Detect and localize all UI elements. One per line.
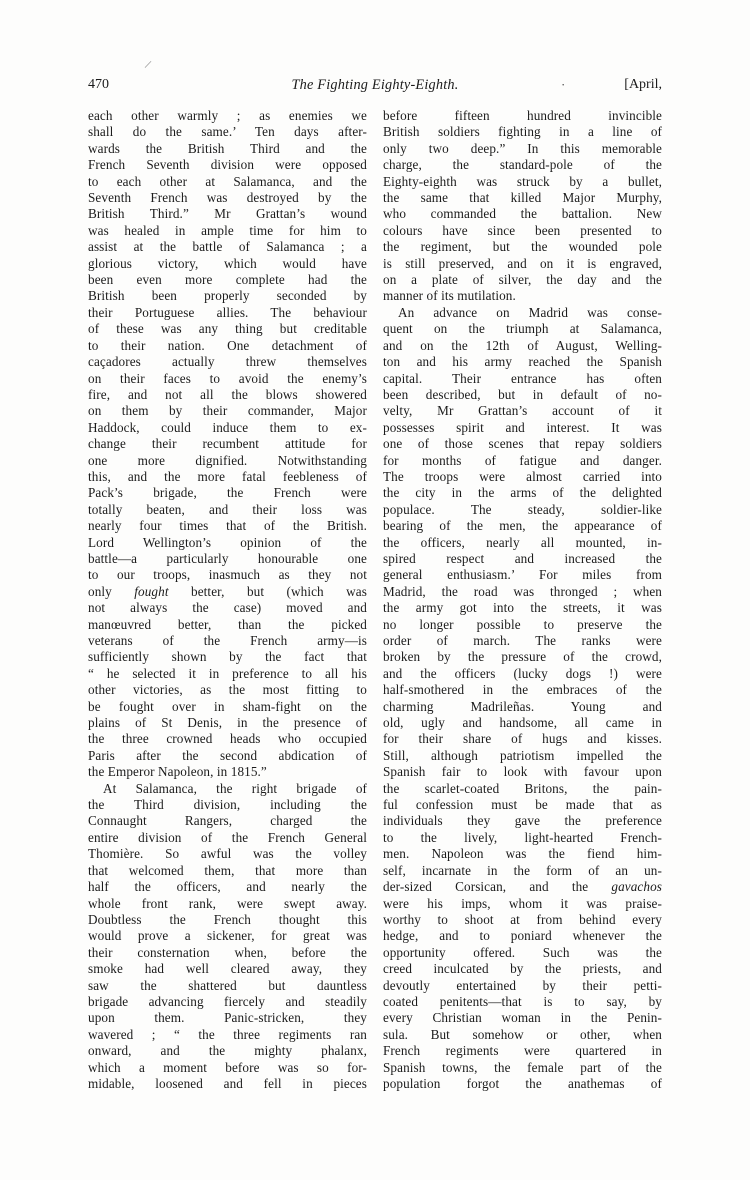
text-line: charge, the standard-pole of the — [383, 157, 662, 173]
text-line: Eighty-eighth was struck by a bullet, — [383, 173, 662, 189]
text-line: on them by their commander, Major — [88, 403, 367, 419]
text-line: to our troops, inasmuch as they not — [88, 567, 367, 583]
text-line: this, and the more fatal feebleness of — [88, 468, 367, 484]
text-line: the scarlet-coated Britons, the pain- — [383, 780, 662, 796]
text-line: manner of its mutilation. — [383, 288, 516, 304]
text-line: hedge, and to poniard whenever the — [383, 928, 662, 944]
text-line: would prove a sickener, for great was — [88, 928, 367, 944]
text-line: to each other at Salamanca, and the — [88, 173, 367, 189]
text-line: assist at the battle of Salamanca ; a — [88, 239, 367, 255]
text-line: midable, loosened and fell in pieces — [88, 1075, 367, 1091]
text-line: nearly four times that of the British. — [88, 518, 367, 534]
text-line: and on the 12th of August, Welling- — [383, 337, 662, 353]
text-line: who commanded the battalion. New — [383, 206, 662, 222]
text-line: quent on the triumph at Salamanca, — [383, 321, 662, 337]
text-line: British been properly seconded by — [88, 288, 367, 304]
text-line: velty, Mr Grattan’s account of it — [383, 403, 662, 419]
text-line: self, incarnate in the form of an un- — [383, 862, 662, 878]
text-line: capital. Their entrance has often — [383, 370, 662, 386]
text-line: Pack’s brigade, the French were — [88, 485, 367, 501]
text-line: were his imps, whom it was praise- — [383, 895, 662, 911]
text-line: Doubtless the French thought this — [88, 911, 367, 927]
text-line: the regiment, but the wounded pole — [383, 239, 662, 255]
text-line: of these was any thing but creditable — [88, 321, 367, 337]
text-line: is still preserved, and on it is engraved, — [383, 255, 662, 271]
page-number: 470 — [88, 77, 109, 92]
text-line: to the lively, light-hearted French- — [383, 829, 662, 845]
text-line: one more dignified. Notwithstanding — [88, 452, 367, 468]
text-line: creed inculcated by the priests, and — [383, 961, 662, 977]
text-line: only two deep.” In this memorable — [383, 140, 662, 156]
text-line: been even more complete had the — [88, 272, 367, 288]
text-line: for their share of hugs and kisses. — [383, 731, 662, 747]
text-line: possesses spirit and interest. It was — [383, 419, 662, 435]
text-line: devoutly entertained by their petti- — [383, 977, 662, 993]
text-line: smoke had well cleared away, they — [88, 961, 367, 977]
text-line: was healed in ample time for him to — [88, 222, 367, 238]
text-line: men. Napoleon was the fiend him- — [383, 846, 662, 862]
issue-date: [April, — [624, 77, 662, 92]
text-line: Thomière. So awful was the volley — [88, 846, 367, 862]
text-line: been described, but in default of no- — [383, 386, 662, 402]
text-line: Spanish towns, the female part of the — [383, 1059, 662, 1075]
text-line: Paris after the second abdication of — [88, 747, 367, 763]
text-line: onward, and the mighty phalanx, — [88, 1043, 367, 1059]
text-line: Still, although patriotism impelled the — [383, 747, 662, 763]
text-line: individuals they gave the preference — [383, 813, 662, 829]
text-line: der-sized Corsican, and the gavachos — [383, 879, 662, 895]
text-line: ful confession must be made that as — [383, 797, 662, 813]
text-line: the Emperor Napoleon, in 1815.” — [88, 764, 267, 780]
text-line: sula. But somehow or other, when — [383, 1026, 662, 1042]
text-line: half-smothered in the embraces of the — [383, 682, 662, 698]
text-line: Seventh French was destroyed by the — [88, 190, 367, 206]
text-line: An advance on Madrid was conse- — [398, 304, 662, 320]
text-line: the city in the arms of the delighted — [383, 485, 662, 501]
text-line: for months of fatigue and danger. — [383, 452, 662, 468]
text-line: brigade advancing fiercely and steadily — [88, 993, 367, 1009]
column-left — [88, 108, 367, 1092]
text-line: British Third.” Mr Grattan’s wound — [88, 206, 367, 222]
text-line: half the officers, and nearly the — [88, 879, 367, 895]
text-line: the three crowned heads who occupied — [88, 731, 367, 747]
text-line: fire, and not all the blows showered — [88, 386, 367, 402]
text-line: which a moment before was so for- — [88, 1059, 367, 1075]
text-line: only fought better, but (which was — [88, 583, 367, 599]
text-line: saw the shattered but dauntless — [88, 977, 367, 993]
text-line: battle—a particularly honourable one — [88, 550, 367, 566]
running-head — [88, 76, 662, 94]
text-line: spired respect and increased the — [383, 550, 662, 566]
column-right — [383, 108, 662, 1092]
text-line: the Third division, including the — [88, 797, 367, 813]
text-line: colours have since been presented to — [383, 222, 662, 238]
text-line: change their recumbent attitude for — [88, 436, 367, 452]
text-line: Madrid, the road was thronged ; when — [383, 583, 662, 599]
text-line: the army got into the streets, it was — [383, 600, 662, 616]
text-line: whole front rank, were swept away. — [88, 895, 367, 911]
text-line: manœuvred better, than the picked — [88, 616, 367, 632]
text-line: “ he selected it in preference to all his — [88, 665, 367, 681]
text-line: to their nation. One detachment of — [88, 337, 367, 353]
text-line: shall do the same.’ Ten days after- — [88, 124, 367, 140]
text-line: and the officers (lucky dogs !) were — [383, 665, 662, 681]
text-line: one of those scenes that repay soldiers — [383, 436, 662, 452]
text-line: broken by the pressure of the crowd, — [383, 649, 662, 665]
text-line: opportunity offered. Such was the — [383, 944, 662, 960]
text-line: veterans of the French army—is — [88, 633, 367, 648]
text-line: French regiments were quartered in — [383, 1043, 662, 1059]
scan-artifact-dot: · — [561, 77, 566, 92]
text-line: plains of St Denis, in the presence of — [88, 715, 367, 731]
text-line: Lord Wellington’s opinion of the — [88, 534, 367, 550]
text-line: At Salamanca, the right brigade of — [103, 780, 367, 796]
text-line: the same that killed Major Murphy, — [383, 190, 662, 206]
scan-artifact-tick: ⁄ — [146, 58, 150, 72]
text-line: the officers, nearly all mounted, in- — [383, 534, 662, 550]
text-line: upon them. Panic-stricken, they — [88, 1010, 367, 1026]
text-columns — [88, 108, 662, 1092]
text-line: wavered ; “ the three regiments ran — [88, 1026, 367, 1042]
text-line: charming Madrileñas. Young and — [383, 698, 662, 714]
text-line: other victories, as the most fitting to — [88, 682, 367, 698]
text-line: bearing of the men, the appearance of — [383, 518, 662, 534]
text-line: on their faces to avoid the enemy’s — [88, 370, 367, 386]
text-line: Connaught Rangers, charged the — [88, 813, 367, 829]
text-line: wards the British Third and the — [88, 140, 367, 156]
text-line: not always the case) moved and — [88, 600, 367, 616]
text-line: every Christian woman in the Penin- — [383, 1010, 662, 1026]
text-line: old, ugly and handsome, all came in — [383, 715, 662, 731]
text-line: glorious victory, which would have — [88, 255, 367, 271]
text-line: their Portuguese allies. The behaviour — [88, 304, 367, 320]
text-line: before fifteen hundred invincible — [383, 108, 662, 123]
text-line: Spanish fair to look with favour upon — [383, 764, 662, 780]
text-line: British soldiers fighting in a line of — [383, 124, 662, 140]
text-line: entire division of the French General — [88, 829, 367, 845]
text-line: populace. The steady, soldier-like — [383, 501, 662, 517]
running-title: The Fighting Eighty-Eighth. — [291, 77, 459, 93]
text-line: be fought over in sham-fight on the — [88, 698, 367, 714]
text-line: that welcomed them, that more than — [88, 862, 367, 878]
text-line: ton and his army reached the Spanish — [383, 354, 662, 370]
text-line: totally beaten, and their loss was — [88, 501, 367, 517]
text-line: their consternation when, before the — [88, 944, 367, 960]
text-line: Haddock, could induce them to ex- — [88, 419, 367, 435]
text-line: order of march. The ranks were — [383, 633, 662, 648]
text-line: caçadores actually threw themselves — [88, 354, 367, 370]
text-line: The troops were almost carried into — [383, 468, 662, 484]
text-line: general enthusiasm.’ For miles from — [383, 567, 662, 583]
text-line: on a plate of silver, the day and the — [383, 272, 662, 288]
text-line: coated penitents—that is to say, by — [383, 993, 662, 1009]
text-line: sufficiently shown by the fact that — [88, 649, 367, 665]
text-line: no longer possible to preserve the — [383, 616, 662, 632]
text-line: each other warmly ; as enemies we — [88, 108, 367, 123]
text-line: French Seventh division were opposed — [88, 157, 367, 173]
text-line: worthy to shoot at from behind every — [383, 911, 662, 927]
text-line: population forgot the anathemas of — [383, 1075, 662, 1091]
